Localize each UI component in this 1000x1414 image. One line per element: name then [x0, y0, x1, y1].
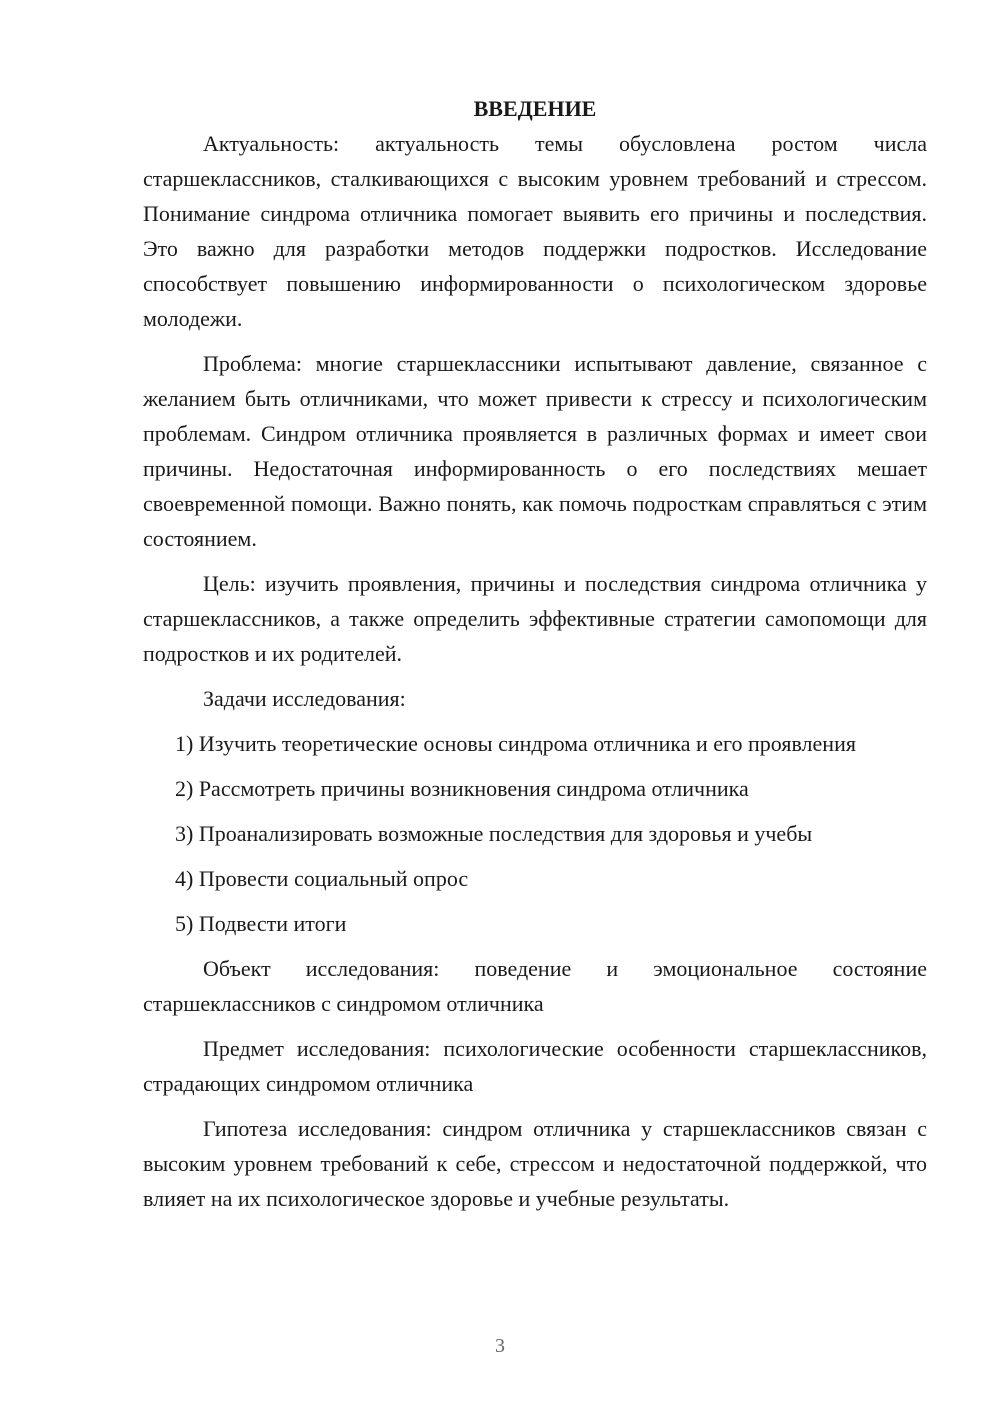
problem-paragraph: Проблема: многие старшеклассники испытывают давление, связанное с желанием быть отличниками, что может привести к стрессу и психологическим проблемам. Синдром отличника проявляется в различных формах и имеет свои причины. Недостаточная информированность о его последствиях мешает своевременной помощи. Важно понять, как помочь подросткам справляться с этим состоянием.: [143, 351, 927, 551]
task-item: 3) Проанализировать возможные последствия для здоровья и учебы: [175, 821, 813, 846]
task-item: 5) Подвести итоги: [175, 911, 347, 936]
subject-paragraph: Предмет исследования: психологические особенности старшеклассников, страдающих синдромом отличника: [143, 1036, 927, 1096]
document-page: [143, 94, 927, 1226]
task-item: 4) Провести социальный опрос: [175, 866, 469, 891]
relevance-paragraph: Актуальность: актуальность темы обусловлена ростом числа старшеклассников, сталкивающихся с высоким уровнем требований и стрессом. Понимание синдрома отличника помогает выявить его причины и последствия. Это важно для разработки методов поддержки подростков. Исследование способствует повышению информированности о психологическом здоровье молодежи.: [143, 131, 927, 331]
task-item: 1) Изучить теоретические основы синдрома отличника и его проявления: [175, 731, 856, 756]
tasks-heading: Задачи исследования:: [203, 686, 406, 711]
page-title: ВВЕДЕНИЕ: [473, 96, 597, 121]
hypothesis-paragraph: Гипотеза исследования: синдром отличника у старшеклассников связан с высоким уровнем требований к себе, стрессом и недостаточной поддержкой, что влияет на их психологическое здоровье и учебные результаты.: [143, 1116, 927, 1211]
object-paragraph: Объект исследования: поведение и эмоциональное состояние старшеклассников с синдромом отличника: [143, 956, 927, 1016]
goal-paragraph: Цель: изучить проявления, причины и последствия синдрома отличника у старшеклассников, а также определить эффективные стратегии самопомощи для подростков и их родителей.: [143, 571, 927, 666]
page-number: 3: [495, 1335, 505, 1357]
task-item: 2) Рассмотреть причины возникновения синдрома отличника: [175, 776, 749, 801]
